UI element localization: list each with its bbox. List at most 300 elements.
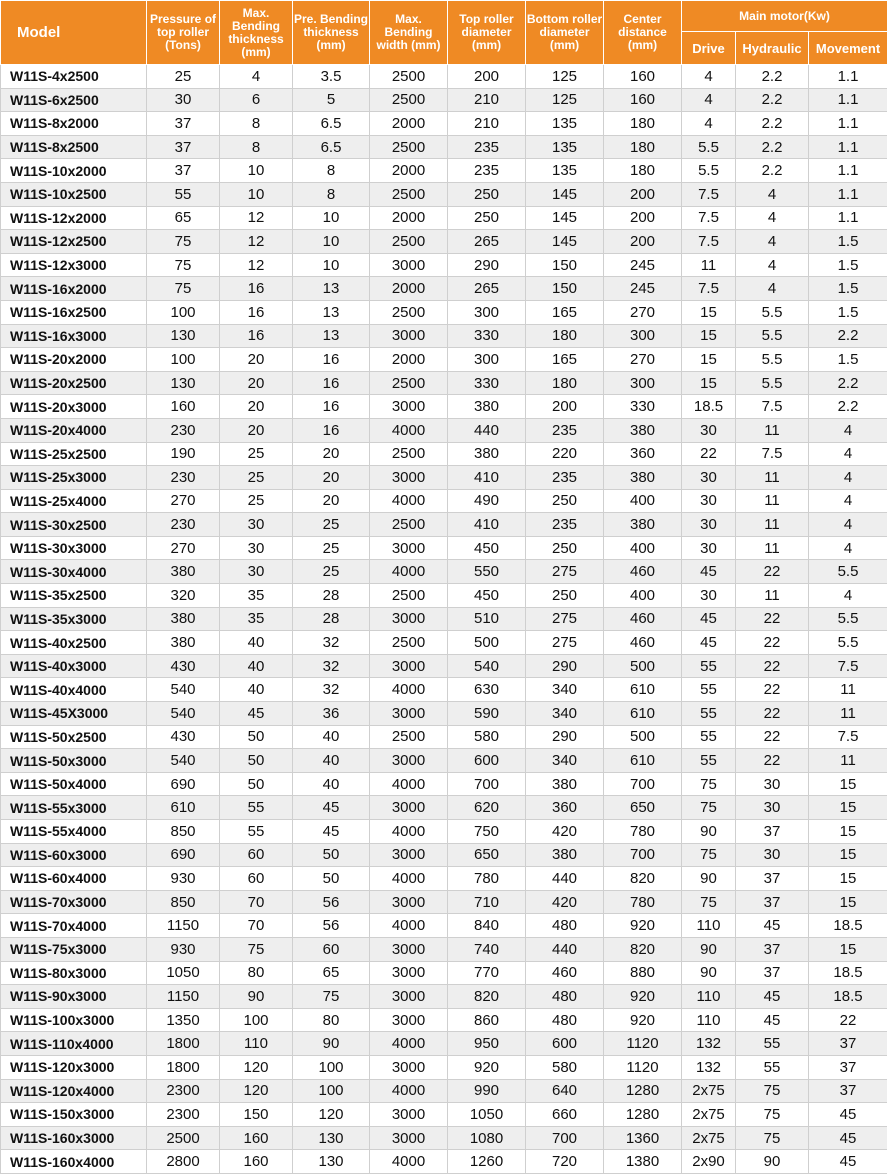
cell-pressure: 25 [147,65,220,89]
cell-movement: 4 [809,489,887,513]
cell-model: W11S-25x3000 [1,466,147,490]
cell-center-distance: 460 [604,631,682,655]
cell-max-width: 3000 [370,1126,448,1150]
cell-drive: 7.5 [682,230,736,254]
cell-max-width: 3000 [370,654,448,678]
cell-pressure: 1800 [147,1055,220,1079]
cell-bottom-diameter: 660 [526,1103,604,1127]
cell-pre-thickness: 10 [293,253,370,277]
table-row [1,230,887,254]
cell-movement: 1.5 [809,230,887,254]
cell-model: W11S-150x3000 [1,1103,147,1127]
cell-center-distance: 880 [604,961,682,985]
cell-drive: 30 [682,536,736,560]
table-row [1,182,887,206]
cell-max-width: 3000 [370,1103,448,1127]
cell-bottom-diameter: 480 [526,914,604,938]
table-row [1,277,887,301]
cell-max-thickness: 20 [220,418,293,442]
cell-top-diameter: 540 [448,654,526,678]
cell-model: W11S-20x3000 [1,395,147,419]
cell-top-diameter: 740 [448,937,526,961]
cell-drive: 132 [682,1032,736,1056]
cell-drive: 2x75 [682,1079,736,1103]
cell-pre-thickness: 8 [293,159,370,183]
cell-max-thickness: 150 [220,1103,293,1127]
table-header [1,1,887,65]
cell-hydraulic: 22 [736,631,809,655]
cell-hydraulic: 7.5 [736,395,809,419]
cell-top-diameter: 820 [448,985,526,1009]
cell-hydraulic: 4 [736,182,809,206]
cell-max-thickness: 30 [220,536,293,560]
cell-pre-thickness: 28 [293,607,370,631]
cell-center-distance: 180 [604,159,682,183]
cell-pressure: 2300 [147,1079,220,1103]
header-hydraulic: Hydraulic [736,32,809,65]
cell-max-thickness: 25 [220,489,293,513]
cell-drive: 110 [682,985,736,1009]
cell-hydraulic: 7.5 [736,442,809,466]
cell-max-thickness: 55 [220,820,293,844]
cell-model: W11S-25x2500 [1,442,147,466]
table-row [1,466,887,490]
cell-max-thickness: 10 [220,182,293,206]
cell-top-diameter: 265 [448,277,526,301]
cell-top-diameter: 410 [448,513,526,537]
cell-drive: 45 [682,560,736,584]
cell-model: W11S-16x3000 [1,324,147,348]
cell-movement: 4 [809,442,887,466]
cell-max-width: 2000 [370,159,448,183]
cell-model: W11S-20x4000 [1,418,147,442]
cell-center-distance: 200 [604,230,682,254]
header-drive: Drive [682,32,736,65]
cell-top-diameter: 510 [448,607,526,631]
cell-center-distance: 650 [604,796,682,820]
cell-bottom-diameter: 165 [526,348,604,372]
cell-bottom-diameter: 150 [526,277,604,301]
cell-movement: 1.1 [809,206,887,230]
cell-max-thickness: 70 [220,890,293,914]
cell-pressure: 690 [147,843,220,867]
cell-max-thickness: 50 [220,749,293,773]
cell-max-thickness: 4 [220,65,293,89]
cell-pressure: 55 [147,182,220,206]
table-row [1,348,887,372]
cell-center-distance: 610 [604,749,682,773]
cell-movement: 37 [809,1055,887,1079]
cell-top-diameter: 600 [448,749,526,773]
cell-bottom-diameter: 380 [526,772,604,796]
cell-top-diameter: 330 [448,324,526,348]
cell-hydraulic: 55 [736,1032,809,1056]
cell-hydraulic: 5.5 [736,300,809,324]
cell-model: W11S-55x3000 [1,796,147,820]
cell-movement: 1.5 [809,253,887,277]
cell-max-width: 4000 [370,418,448,442]
cell-max-width: 2500 [370,513,448,537]
cell-max-thickness: 12 [220,206,293,230]
cell-top-diameter: 990 [448,1079,526,1103]
cell-max-width: 2000 [370,348,448,372]
cell-pre-thickness: 130 [293,1126,370,1150]
cell-center-distance: 700 [604,772,682,796]
cell-hydraulic: 5.5 [736,324,809,348]
cell-bottom-diameter: 250 [526,536,604,560]
cell-pre-thickness: 32 [293,678,370,702]
cell-bottom-diameter: 580 [526,1055,604,1079]
cell-center-distance: 245 [604,277,682,301]
cell-drive: 5.5 [682,135,736,159]
cell-bottom-diameter: 440 [526,867,604,891]
cell-drive: 30 [682,466,736,490]
cell-pre-thickness: 100 [293,1079,370,1103]
cell-top-diameter: 450 [448,584,526,608]
cell-bottom-diameter: 440 [526,937,604,961]
cell-movement: 15 [809,843,887,867]
cell-top-diameter: 950 [448,1032,526,1056]
cell-max-width: 3000 [370,702,448,726]
cell-pre-thickness: 20 [293,466,370,490]
cell-max-width: 2500 [370,584,448,608]
cell-center-distance: 160 [604,88,682,112]
cell-max-thickness: 55 [220,796,293,820]
cell-pre-thickness: 3.5 [293,65,370,89]
cell-drive: 110 [682,1008,736,1032]
cell-hydraulic: 11 [736,418,809,442]
cell-movement: 4 [809,418,887,442]
cell-hydraulic: 4 [736,277,809,301]
cell-pressure: 37 [147,135,220,159]
cell-pressure: 1150 [147,985,220,1009]
cell-drive: 75 [682,796,736,820]
cell-hydraulic: 2.2 [736,88,809,112]
cell-pressure: 75 [147,253,220,277]
table-row [1,937,887,961]
cell-pre-thickness: 25 [293,513,370,537]
cell-hydraulic: 22 [736,654,809,678]
cell-hydraulic: 30 [736,772,809,796]
cell-model: W11S-16x2500 [1,300,147,324]
cell-max-width: 3000 [370,536,448,560]
cell-top-diameter: 770 [448,961,526,985]
cell-pressure: 1150 [147,914,220,938]
cell-hydraulic: 37 [736,820,809,844]
table-row [1,442,887,466]
cell-pre-thickness: 13 [293,277,370,301]
cell-center-distance: 780 [604,820,682,844]
cell-bottom-diameter: 275 [526,560,604,584]
cell-top-diameter: 200 [448,65,526,89]
table-row [1,1055,887,1079]
cell-pre-thickness: 90 [293,1032,370,1056]
cell-max-thickness: 25 [220,442,293,466]
cell-center-distance: 180 [604,112,682,136]
cell-hydraulic: 22 [736,607,809,631]
header-movement: Movement [809,32,887,65]
cell-bottom-diameter: 340 [526,702,604,726]
cell-model: W11S-50x2500 [1,725,147,749]
table-row [1,820,887,844]
cell-pre-thickness: 56 [293,914,370,938]
cell-top-diameter: 210 [448,88,526,112]
header-main-motor: Main motor(Kw) [682,1,887,32]
cell-model: W11S-60x3000 [1,843,147,867]
cell-movement: 1.1 [809,88,887,112]
cell-hydraulic: 75 [736,1103,809,1127]
cell-max-thickness: 35 [220,584,293,608]
cell-max-width: 3000 [370,985,448,1009]
cell-max-width: 4000 [370,678,448,702]
cell-drive: 75 [682,772,736,796]
cell-pressure: 930 [147,937,220,961]
cell-hydraulic: 2.2 [736,159,809,183]
cell-hydraulic: 5.5 [736,371,809,395]
cell-max-thickness: 50 [220,725,293,749]
cell-hydraulic: 2.2 [736,135,809,159]
cell-top-diameter: 210 [448,112,526,136]
cell-drive: 55 [682,725,736,749]
cell-drive: 110 [682,914,736,938]
cell-movement: 45 [809,1150,887,1174]
cell-center-distance: 1120 [604,1055,682,1079]
cell-movement: 1.5 [809,348,887,372]
cell-model: W11S-30x4000 [1,560,147,584]
cell-max-thickness: 50 [220,772,293,796]
cell-drive: 5.5 [682,159,736,183]
cell-max-thickness: 120 [220,1055,293,1079]
cell-bottom-diameter: 220 [526,442,604,466]
cell-max-width: 2000 [370,112,448,136]
cell-hydraulic: 4 [736,206,809,230]
table-row [1,1103,887,1127]
cell-top-diameter: 1080 [448,1126,526,1150]
cell-hydraulic: 22 [736,749,809,773]
cell-pre-thickness: 50 [293,843,370,867]
cell-bottom-diameter: 290 [526,654,604,678]
table-row [1,1079,887,1103]
cell-pressure: 930 [147,867,220,891]
cell-center-distance: 270 [604,300,682,324]
cell-center-distance: 400 [604,536,682,560]
cell-movement: 15 [809,937,887,961]
cell-hydraulic: 37 [736,937,809,961]
cell-pre-thickness: 16 [293,348,370,372]
cell-drive: 30 [682,513,736,537]
cell-pressure: 540 [147,749,220,773]
cell-model: W11S-12x2000 [1,206,147,230]
cell-pressure: 430 [147,654,220,678]
cell-hydraulic: 37 [736,961,809,985]
cell-top-diameter: 780 [448,867,526,891]
cell-center-distance: 460 [604,607,682,631]
cell-model: W11S-80x3000 [1,961,147,985]
cell-max-thickness: 40 [220,631,293,655]
table-row [1,796,887,820]
cell-drive: 11 [682,253,736,277]
cell-top-diameter: 250 [448,206,526,230]
cell-bottom-diameter: 700 [526,1126,604,1150]
cell-bottom-diameter: 290 [526,725,604,749]
cell-pre-thickness: 80 [293,1008,370,1032]
cell-model: W11S-35x2500 [1,584,147,608]
cell-movement: 18.5 [809,961,887,985]
cell-bottom-diameter: 135 [526,159,604,183]
cell-movement: 37 [809,1032,887,1056]
cell-top-diameter: 265 [448,230,526,254]
cell-max-thickness: 160 [220,1150,293,1174]
cell-center-distance: 380 [604,513,682,537]
cell-center-distance: 270 [604,348,682,372]
cell-bottom-diameter: 125 [526,88,604,112]
cell-movement: 15 [809,772,887,796]
cell-movement: 22 [809,1008,887,1032]
cell-max-width: 4000 [370,560,448,584]
cell-max-thickness: 6 [220,88,293,112]
cell-movement: 2.2 [809,395,887,419]
cell-max-thickness: 8 [220,135,293,159]
cell-max-thickness: 80 [220,961,293,985]
cell-max-thickness: 40 [220,678,293,702]
cell-movement: 1.1 [809,182,887,206]
cell-center-distance: 610 [604,678,682,702]
cell-drive: 90 [682,867,736,891]
cell-pressure: 270 [147,489,220,513]
cell-pressure: 100 [147,300,220,324]
table-row [1,65,887,89]
cell-top-diameter: 630 [448,678,526,702]
cell-pre-thickness: 40 [293,772,370,796]
cell-bottom-diameter: 600 [526,1032,604,1056]
cell-pre-thickness: 32 [293,654,370,678]
cell-drive: 90 [682,961,736,985]
cell-pre-thickness: 65 [293,961,370,985]
cell-top-diameter: 235 [448,135,526,159]
cell-pre-thickness: 45 [293,820,370,844]
cell-top-diameter: 450 [448,536,526,560]
cell-center-distance: 700 [604,843,682,867]
cell-max-width: 2500 [370,135,448,159]
cell-hydraulic: 45 [736,985,809,1009]
cell-max-width: 4000 [370,1079,448,1103]
cell-pressure: 65 [147,206,220,230]
table-row [1,135,887,159]
cell-top-diameter: 490 [448,489,526,513]
cell-movement: 15 [809,796,887,820]
cell-movement: 11 [809,702,887,726]
cell-drive: 2x75 [682,1103,736,1127]
header-max-width: Max. Bending width (mm) [370,1,448,65]
cell-drive: 15 [682,348,736,372]
cell-bottom-diameter: 275 [526,631,604,655]
cell-bottom-diameter: 340 [526,749,604,773]
table-row [1,560,887,584]
table-row [1,725,887,749]
cell-center-distance: 1360 [604,1126,682,1150]
cell-hydraulic: 11 [736,513,809,537]
cell-bottom-diameter: 135 [526,135,604,159]
cell-max-thickness: 16 [220,277,293,301]
cell-drive: 4 [682,88,736,112]
cell-pre-thickness: 25 [293,536,370,560]
cell-movement: 2.2 [809,371,887,395]
cell-center-distance: 330 [604,395,682,419]
cell-center-distance: 920 [604,914,682,938]
cell-movement: 11 [809,678,887,702]
cell-pressure: 1800 [147,1032,220,1056]
cell-max-width: 3000 [370,607,448,631]
cell-model: W11S-20x2500 [1,371,147,395]
cell-pre-thickness: 6.5 [293,135,370,159]
cell-pre-thickness: 8 [293,182,370,206]
cell-drive: 22 [682,442,736,466]
cell-bottom-diameter: 135 [526,112,604,136]
cell-model: W11S-60x4000 [1,867,147,891]
table-row [1,489,887,513]
table-row [1,654,887,678]
cell-pre-thickness: 50 [293,867,370,891]
cell-pre-thickness: 20 [293,442,370,466]
cell-max-width: 2500 [370,725,448,749]
cell-top-diameter: 590 [448,702,526,726]
cell-top-diameter: 330 [448,371,526,395]
cell-pressure: 540 [147,678,220,702]
cell-max-thickness: 75 [220,937,293,961]
table-row [1,890,887,914]
cell-max-thickness: 60 [220,843,293,867]
cell-drive: 55 [682,678,736,702]
cell-pressure: 1050 [147,961,220,985]
cell-pressure: 850 [147,820,220,844]
cell-drive: 30 [682,418,736,442]
cell-top-diameter: 620 [448,796,526,820]
cell-pre-thickness: 10 [293,230,370,254]
cell-hydraulic: 22 [736,702,809,726]
cell-center-distance: 160 [604,65,682,89]
cell-drive: 2x90 [682,1150,736,1174]
cell-drive: 18.5 [682,395,736,419]
cell-drive: 45 [682,607,736,631]
cell-max-thickness: 20 [220,395,293,419]
cell-pre-thickness: 5 [293,88,370,112]
table-row [1,678,887,702]
table-row [1,1008,887,1032]
cell-top-diameter: 920 [448,1055,526,1079]
table-row [1,253,887,277]
header-top-diameter: Top roller diameter (mm) [448,1,526,65]
cell-max-width: 3000 [370,324,448,348]
cell-drive: 15 [682,324,736,348]
cell-top-diameter: 290 [448,253,526,277]
cell-max-thickness: 30 [220,513,293,537]
cell-bottom-diameter: 460 [526,961,604,985]
table-row [1,513,887,537]
cell-drive: 55 [682,702,736,726]
cell-hydraulic: 37 [736,867,809,891]
table-row [1,159,887,183]
cell-movement: 1.1 [809,65,887,89]
cell-bottom-diameter: 420 [526,820,604,844]
cell-pre-thickness: 56 [293,890,370,914]
table-row [1,631,887,655]
cell-pressure: 430 [147,725,220,749]
cell-max-thickness: 16 [220,324,293,348]
cell-drive: 2x75 [682,1126,736,1150]
cell-movement: 4 [809,466,887,490]
cell-max-thickness: 16 [220,300,293,324]
cell-max-thickness: 35 [220,607,293,631]
